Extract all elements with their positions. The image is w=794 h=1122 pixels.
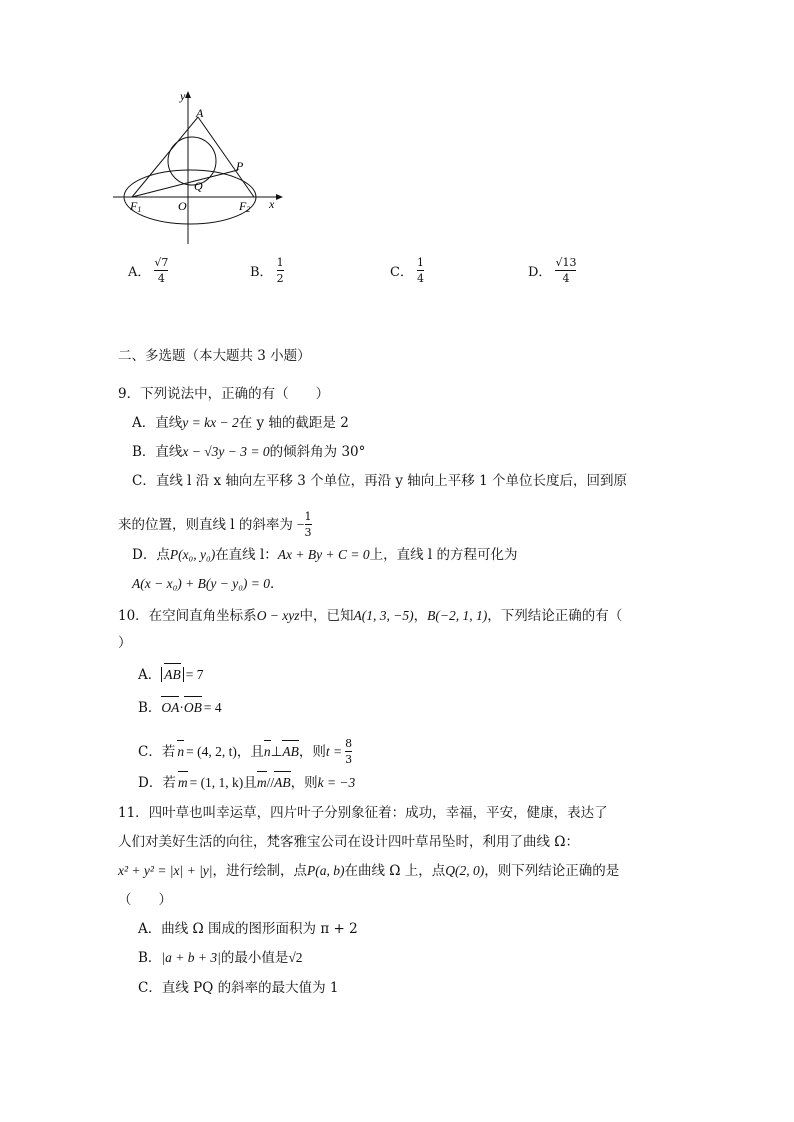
x-axis-arrow xyxy=(276,194,283,200)
choice-letter: D． xyxy=(528,265,552,280)
minus-sign: − xyxy=(296,516,305,532)
denominator: 4 xyxy=(562,272,570,285)
q8-choices xyxy=(128,256,648,296)
option-text: 且 xyxy=(243,775,257,791)
vector-n: n xyxy=(264,742,271,762)
option-math: y = kx − 2 xyxy=(182,415,239,430)
option-math: |a + b + 3| xyxy=(161,950,221,965)
label-y: y xyxy=(180,89,186,103)
denominator: 3 xyxy=(345,753,353,766)
option-text: ，且 xyxy=(236,743,264,760)
section-heading: 二、多选题（本大题共 3 小题） xyxy=(118,348,311,364)
stem-math: Q(2, 0) xyxy=(445,863,485,878)
geometry-diagram xyxy=(108,84,288,254)
option-text: 上，直线 l 的方程可化为 xyxy=(369,547,518,563)
option-text: 在 y 轴的截距是 2 xyxy=(238,415,349,431)
option-text: D．点 xyxy=(132,547,170,563)
option-math: t = xyxy=(325,743,343,759)
choice-letter: C． xyxy=(390,265,413,280)
option-math: = (1, 1, k) xyxy=(189,775,244,790)
parallel-symbol: // xyxy=(266,775,275,790)
fraction xyxy=(305,510,312,539)
choice-letter: B． xyxy=(250,265,273,280)
numerator: √13 xyxy=(555,256,577,269)
inscribed-circle xyxy=(168,137,216,185)
stem-text: 10．在空间直角坐标系 xyxy=(118,608,257,624)
stem-math: P(a, b) xyxy=(307,863,345,878)
vector-m: m xyxy=(257,773,267,793)
vector-AB: AB xyxy=(164,665,181,685)
option-letter: A． xyxy=(138,667,162,683)
option-math: √2 xyxy=(288,950,303,965)
option-math: P(x₀, y₀) xyxy=(169,547,216,562)
option-text: ，则 xyxy=(290,775,318,791)
q11-stem-line1: 11．四叶草也叫幸运草，四片叶子分别象征着：成功，幸福，平安，健康，表达了 xyxy=(118,805,608,821)
q11-stem-line2: 人们对美好生活的向往，梵客雅宝公司在设计四叶草吊坠时，利用了曲线 Ω： xyxy=(118,834,579,850)
choice-B[interactable] xyxy=(250,256,284,285)
q10-stem xyxy=(118,606,622,626)
choice-A[interactable] xyxy=(128,256,168,285)
stem-math: O − xyz xyxy=(256,608,300,623)
stem-math: B(−2, 1, 1) xyxy=(427,608,488,623)
option-math: = 4 xyxy=(203,700,222,715)
choice-fraction xyxy=(277,256,284,285)
stem-text: 中，已知 xyxy=(299,608,354,624)
q9-option-C-cont xyxy=(118,510,312,539)
option-math: Ax + By + C = 0 xyxy=(277,547,370,562)
q9-stem: 9．下列说法中，正确的有（ ） xyxy=(118,386,330,402)
vector-OA: OA xyxy=(161,698,179,718)
vector-OB: OB xyxy=(184,698,202,718)
stem-math: A(1, 3, −5) xyxy=(353,608,414,623)
option-math: x − √3y − 3 = 0 xyxy=(182,444,270,459)
option-letter: D．若 xyxy=(138,775,176,791)
q9-option-B[interactable] xyxy=(132,442,365,462)
line-AF2 xyxy=(198,117,254,197)
numerator: 1 xyxy=(416,256,424,269)
label-A: A xyxy=(196,106,204,120)
option-math: = 7 xyxy=(185,667,204,682)
choice-D[interactable] xyxy=(528,256,576,285)
numerator: √7 xyxy=(154,256,169,269)
q9-option-D-cont xyxy=(132,574,284,594)
dot-operator: · xyxy=(179,700,184,715)
denominator: 2 xyxy=(276,272,284,285)
label-O: O xyxy=(178,199,187,213)
label-F1: F1 xyxy=(130,199,142,214)
stem-text: 在曲线 Ω 上，点 xyxy=(344,863,446,879)
numerator: 1 xyxy=(304,510,312,523)
option-math: = (4, 2, t) xyxy=(186,743,237,759)
choice-fraction xyxy=(417,256,424,285)
vector-n: n xyxy=(177,742,184,762)
q10-stem-cont: ） xyxy=(118,635,132,651)
fraction xyxy=(345,737,352,766)
perp-symbol: ⊥ xyxy=(270,743,283,759)
q11-stem-line4: （ ） xyxy=(118,892,172,908)
label-F2: F2 xyxy=(239,199,251,214)
y-axis-arrow xyxy=(185,91,191,98)
label-x: x xyxy=(269,197,275,211)
option-letter: B． xyxy=(138,950,162,966)
q11-stem-line3 xyxy=(118,861,619,881)
option-text: A．直线 xyxy=(132,415,183,431)
ellipse-circle-figure xyxy=(108,84,288,254)
stem-text: ， xyxy=(413,608,428,624)
stem-text: ，则下列结论正确的是 xyxy=(484,863,620,879)
option-math: A(x − x₀) + B(y − y₀) = 0 xyxy=(132,576,271,591)
numerator: 1 xyxy=(276,256,284,269)
vector-m: m xyxy=(178,773,188,793)
option-text: 的最小值是 xyxy=(220,950,289,966)
choice-C[interactable] xyxy=(390,256,424,285)
q11-option-B[interactable] xyxy=(138,948,303,968)
q10-option-A[interactable] xyxy=(138,665,204,685)
vector-norm xyxy=(161,667,184,682)
option-math: k = −3 xyxy=(317,775,356,790)
option-text: ． xyxy=(270,576,284,592)
vector-AB: AB xyxy=(282,742,299,762)
choice-fraction xyxy=(154,256,168,285)
q9-option-D[interactable] xyxy=(132,545,518,565)
choice-fraction xyxy=(555,256,576,285)
q10-option-C[interactable] xyxy=(138,737,352,766)
label-P: P xyxy=(236,159,244,173)
label-Q: Q xyxy=(194,179,203,193)
stem-text: ，进行绘制，点 xyxy=(212,863,307,879)
numerator: 8 xyxy=(345,737,353,750)
option-text: C．直线 l 沿 x 轴向左平移 3 个单位，再沿 y 轴向上平移 1 个单位长度后，回到原 xyxy=(132,473,627,489)
q9-option-C[interactable] xyxy=(132,471,627,491)
stem-text: ，下列结论正确的有（ xyxy=(487,608,623,624)
denominator: 4 xyxy=(416,272,424,285)
option-text: 的倾斜角为 30° xyxy=(269,444,366,460)
option-letter: C．若 xyxy=(138,743,176,760)
q11-option-C[interactable]: C．直线 PQ 的斜率的最大值为 1 xyxy=(138,980,339,996)
option-text: B．直线 xyxy=(132,444,183,460)
option-text: 在直线 l： xyxy=(215,547,278,563)
option-text: 来的位置，则直线 l 的斜率为 xyxy=(118,516,293,533)
option-text: ，则 xyxy=(298,743,326,760)
q11-option-A[interactable]: A．曲线 Ω 围成的图形面积为 π + 2 xyxy=(138,921,358,937)
denominator: 3 xyxy=(304,526,312,539)
q9-option-A[interactable] xyxy=(132,413,349,433)
option-letter: B． xyxy=(138,700,162,716)
stem-math: x² + y² = |x| + |y| xyxy=(118,863,213,878)
choice-letter: A． xyxy=(128,265,151,280)
q10-option-D[interactable] xyxy=(138,773,355,793)
q10-option-B[interactable] xyxy=(138,698,222,718)
denominator: 4 xyxy=(157,272,165,285)
vector-AB: AB xyxy=(274,773,291,793)
